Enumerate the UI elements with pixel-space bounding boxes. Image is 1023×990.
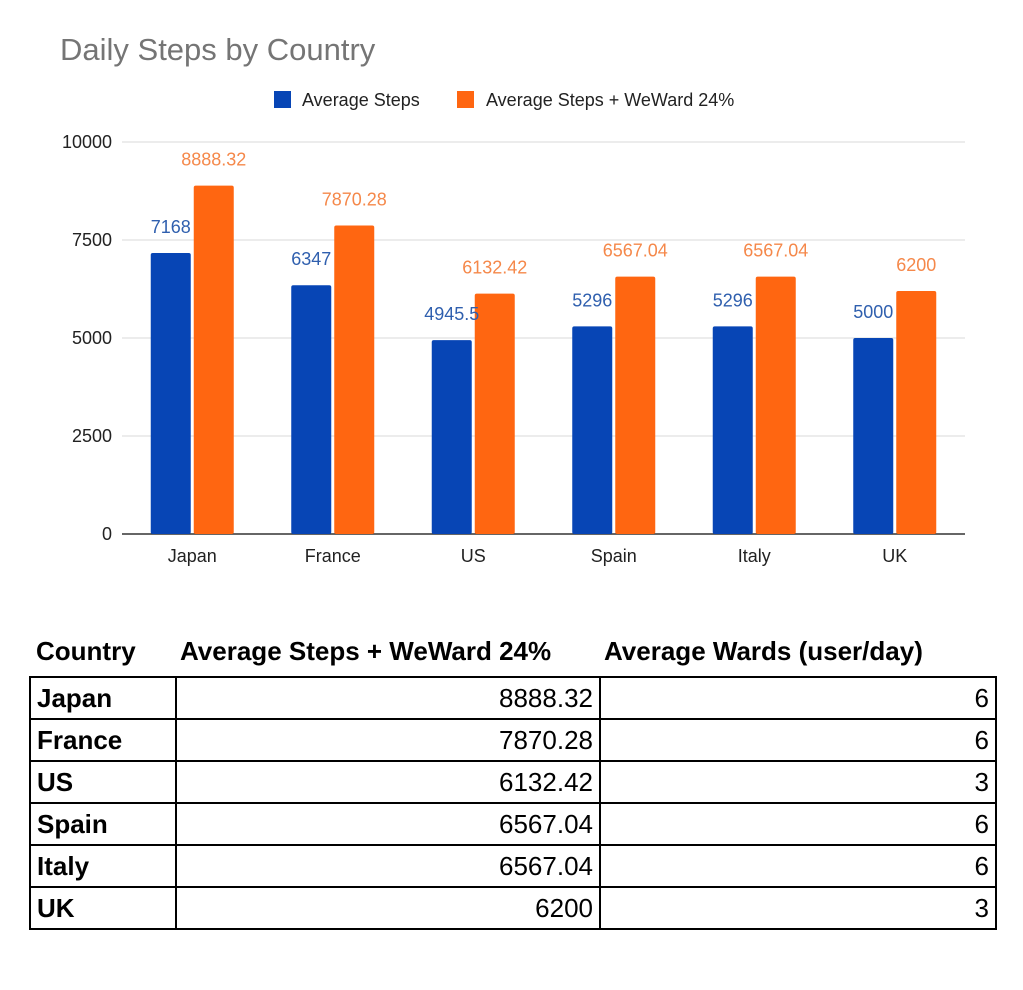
data-label: 6567.04: [743, 240, 809, 261]
table-header-row: [28, 636, 994, 676]
cell-wards: 3: [600, 761, 996, 803]
bar: [475, 294, 515, 534]
cell-wards: 6: [600, 719, 996, 761]
chart-data-labels: [151, 150, 937, 325]
cell-country: US: [30, 761, 176, 803]
x-tick-label: Italy: [737, 546, 771, 566]
cell-country: France: [30, 719, 176, 761]
data-label: 4945.5: [424, 304, 480, 325]
cell-wards: 3: [600, 887, 996, 929]
chart-grid: [122, 142, 965, 534]
table-row: [30, 845, 996, 887]
table-header-country: Country: [36, 636, 136, 666]
bar: [615, 277, 655, 534]
legend-swatch: [274, 91, 291, 108]
table-row: [30, 677, 996, 719]
y-tick-label: 2500: [71, 426, 112, 446]
bar: [896, 291, 936, 534]
cell-steps: 7870.28: [176, 719, 600, 761]
x-tick-label: UK: [882, 546, 908, 566]
data-label: 5296: [712, 290, 753, 311]
data-label: 6347: [291, 249, 332, 270]
bar: [194, 186, 234, 534]
data-label: 7870.28: [321, 189, 387, 210]
chart-y-axis: [62, 132, 112, 544]
data-label: 5000: [853, 302, 894, 322]
cell-country: Japan: [30, 677, 176, 719]
y-tick-label: 7500: [71, 230, 112, 250]
chart-bars: [151, 186, 937, 534]
chart-title: Daily Steps by Country: [60, 32, 376, 67]
chart-x-axis: [168, 546, 908, 566]
table-row: [30, 803, 996, 845]
bar: [756, 277, 796, 534]
bar: [334, 225, 374, 534]
table-row: [30, 761, 996, 803]
data-table: [29, 676, 997, 930]
cell-wards: 6: [600, 845, 996, 887]
x-tick-label: Spain: [590, 546, 637, 566]
cell-country: Spain: [30, 803, 176, 845]
table-header-steps: Average Steps + WeWard 24%: [180, 636, 552, 666]
legend-swatch: [457, 91, 474, 108]
cell-steps: 6132.42: [176, 761, 600, 803]
data-label: 8888.32: [181, 149, 247, 170]
bar: [572, 326, 612, 534]
cell-steps: 6567.04: [176, 803, 600, 845]
data-label: 6200: [896, 254, 937, 275]
bar: [151, 253, 191, 534]
x-tick-label: Japan: [167, 546, 217, 566]
y-tick-label: 0: [101, 524, 112, 544]
cell-wards: 6: [600, 677, 996, 719]
bar: [853, 338, 893, 534]
x-tick-label: US: [460, 546, 486, 566]
x-tick-label: France: [304, 546, 361, 566]
table-row: [30, 719, 996, 761]
y-tick-label: 5000: [71, 328, 112, 348]
table-header-wards: Average Wards (user/day): [604, 636, 923, 666]
legend-label: Average Steps: [302, 90, 420, 110]
cell-country: Italy: [30, 845, 176, 887]
cell-steps: 6567.04: [176, 845, 600, 887]
data-label: 7168: [150, 217, 191, 238]
bar: [291, 285, 331, 534]
bar: [713, 326, 753, 534]
data-label: 6567.04: [602, 240, 668, 261]
legend-label: Average Steps + WeWard 24%: [486, 90, 735, 110]
cell-steps: 8888.32: [176, 677, 600, 719]
chart-legend: [274, 90, 734, 110]
cell-country: UK: [30, 887, 176, 929]
table-row: [30, 887, 996, 929]
cell-wards: 6: [600, 803, 996, 845]
data-label: 5296: [572, 290, 613, 311]
bar: [432, 340, 472, 534]
y-tick-label: 10000: [61, 132, 112, 152]
cell-steps: 6200: [176, 887, 600, 929]
data-label: 6132.42: [462, 257, 528, 278]
